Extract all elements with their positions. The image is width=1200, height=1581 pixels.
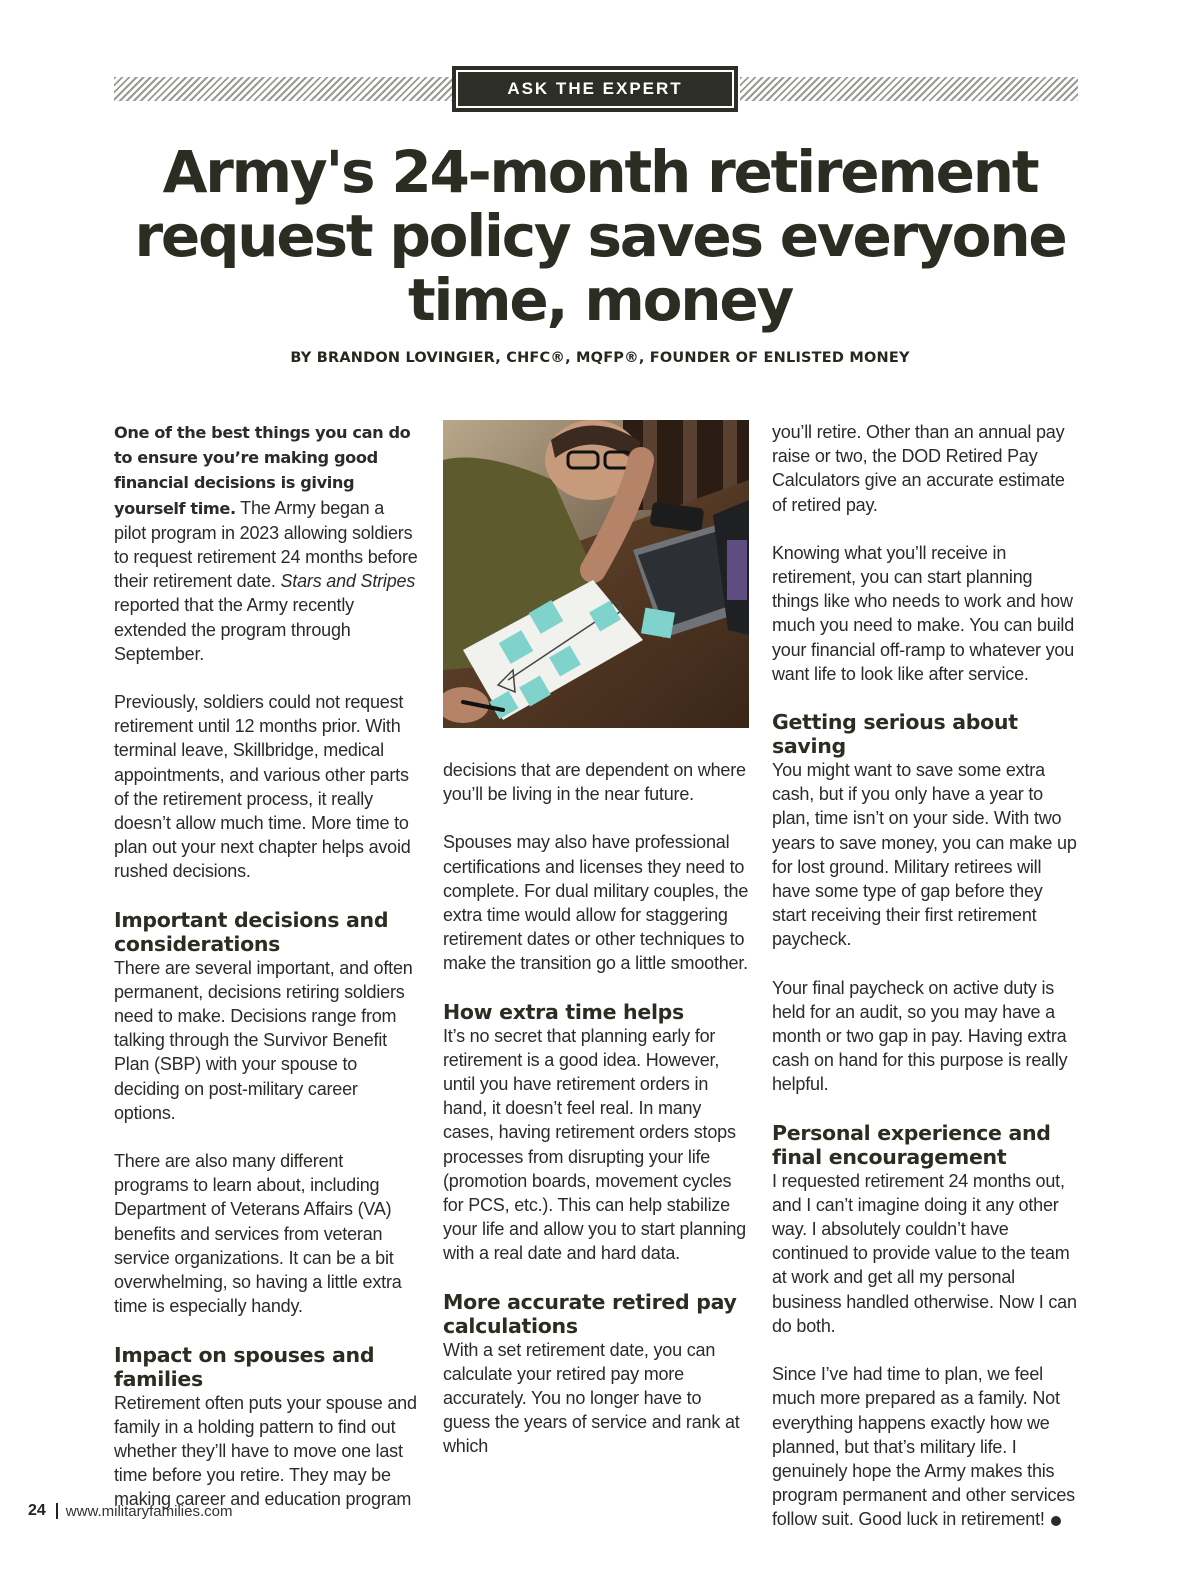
page-footer: [28, 1502, 232, 1520]
subhead-saving: Getting serious about saving: [772, 710, 1018, 759]
paragraph: you’ll retire. Other than an annual pay raise or two, the DOD Retired Pay Calculators give an accurate estimate of retired pay.: [772, 422, 1065, 515]
paragraph: Knowing what you’ll receive in retirement, you can start planning things like who needs to work and how much you need to make. You can build your financial off-ramp to whatever you want life to look like after service.: [772, 542, 1075, 684]
paragraph: There are also many different programs to learn about, including Department of Veterans Affairs (VA) benefits and services from veteran service organizations. It can be a bit overwhelming, so having a little extra time is especially handy.: [114, 1151, 402, 1317]
closing-text: Since I’ve had time to plan, we feel much more prepared as a family. Not everything happens exactly how we planned, but that’s military life. I genuinely hope the Army makes this program permanent and other services follow suit. Good luck in retirement!: [772, 1364, 1075, 1530]
footer-url-link[interactable]: www.militaryfamilies.com: [65, 1502, 233, 1520]
article-column-1: [114, 420, 420, 1512]
intro-text: The Army began a pilot program in 2023 allowing soldiers to request retirement 24 months before their retirement date.: [114, 497, 418, 592]
page-number: 24: [28, 1502, 46, 1519]
paragraph: Retirement often puts your spouse and family in a holding pattern to find out whether they’ll have to move one last time before you retire. They may be making career and education program: [114, 1392, 417, 1510]
paragraph: Previously, soldiers could not request retirement until 12 months prior. With terminal leave, Skillbridge, medical appointments, and various other parts of the retirement process, it really doesn’t allow much time. More time to plan out your next chapter helps avoid rushed decisions.: [114, 692, 411, 882]
subhead-personal: Personal experience and final encouragement: [772, 1120, 1051, 1169]
paragraph: It’s no secret that planning early for retirement is a good idea. However, until you have retirement orders in hand, it doesn’t feel real. In many cases, having retirement orders stops processes from disrupting your life (promotion boards, movement cycles for PCS, etc.). This can help stabilize your life and allow you to start planning with a real date and hard data.: [443, 1025, 746, 1264]
banner-hatch-left: [114, 77, 452, 101]
section-label: ASK THE EXPERT: [507, 79, 683, 98]
banner-box: [452, 66, 738, 112]
paragraph: There are several important, and often permanent, decisions retiring soldiers need to make. Decisions range from talking through the Survivor Benefit Plan (SBP) with your spouse to deciding on post-military career options.: [114, 957, 413, 1123]
article-column-3: [772, 420, 1078, 1532]
section-banner: [114, 66, 1078, 112]
photo-illustration: [443, 420, 749, 728]
paragraph: You might want to save some extra cash, but if you only have a year to plan, time isn’t on your side. With two years to save money, you can make up for lost ground. Military retirees will have some type of gap before they start receiving their first retirement paycheck.: [772, 760, 1077, 950]
subhead-spouses: Impact on spouses and families: [114, 1342, 375, 1391]
end-mark-icon: [1051, 1516, 1061, 1526]
paragraph: decisions that are dependent on where you’ll be living in the near future.: [443, 760, 746, 805]
subhead-decisions: Important decisions and considerations: [114, 907, 389, 956]
article-column-2: [443, 758, 749, 1459]
headline: Army's 24-month retirement request policy saves everyone time, money: [134, 138, 1066, 334]
publication-name: Stars and Stripes: [280, 571, 416, 592]
subhead-retired-pay: More accurate retired pay calculations: [443, 1289, 737, 1338]
paragraph: I requested retirement 24 months out, and I can’t imagine doing it any other way. I absolutely couldn’t have continued to provide value to the team at work and get all my personal business handled otherwise. Now I can do both.: [772, 1170, 1077, 1336]
paragraph: Spouses may also have professional certifications and licenses they need to complete. For dual military couples, the extra time would allow for staggering retirement dates or other techniques to make the transition go a little smoother.: [443, 832, 749, 974]
intro-text-end: reported that the Army recently extended the program through September.: [114, 595, 354, 664]
intro-paragraph: [114, 420, 420, 666]
paragraph: Your final paycheck on active duty is held for an audit, so you may have a month or two gap in pay. Having extra cash on hand for this purpose is really helpful.: [772, 977, 1068, 1095]
banner-hatch-right: [740, 77, 1078, 101]
subhead-extra-time: How extra time helps: [443, 999, 684, 1024]
lead-bold-text: One of the best things you can do to ensure you’re making good financial decisions is giving yourself time.: [114, 423, 411, 518]
footer-divider: [56, 1503, 58, 1519]
paragraph: With a set retirement date, you can calculate your retired pay more accurately. You no longer have to guess the years of service and rank at which: [443, 1339, 740, 1457]
byline: BY BRANDON LOVINGIER, CHFC®, MQFP®, FOUNDER OF ENLISTED MONEY: [290, 350, 910, 366]
article-photo: [443, 420, 749, 728]
closing-paragraph: [772, 1362, 1078, 1531]
